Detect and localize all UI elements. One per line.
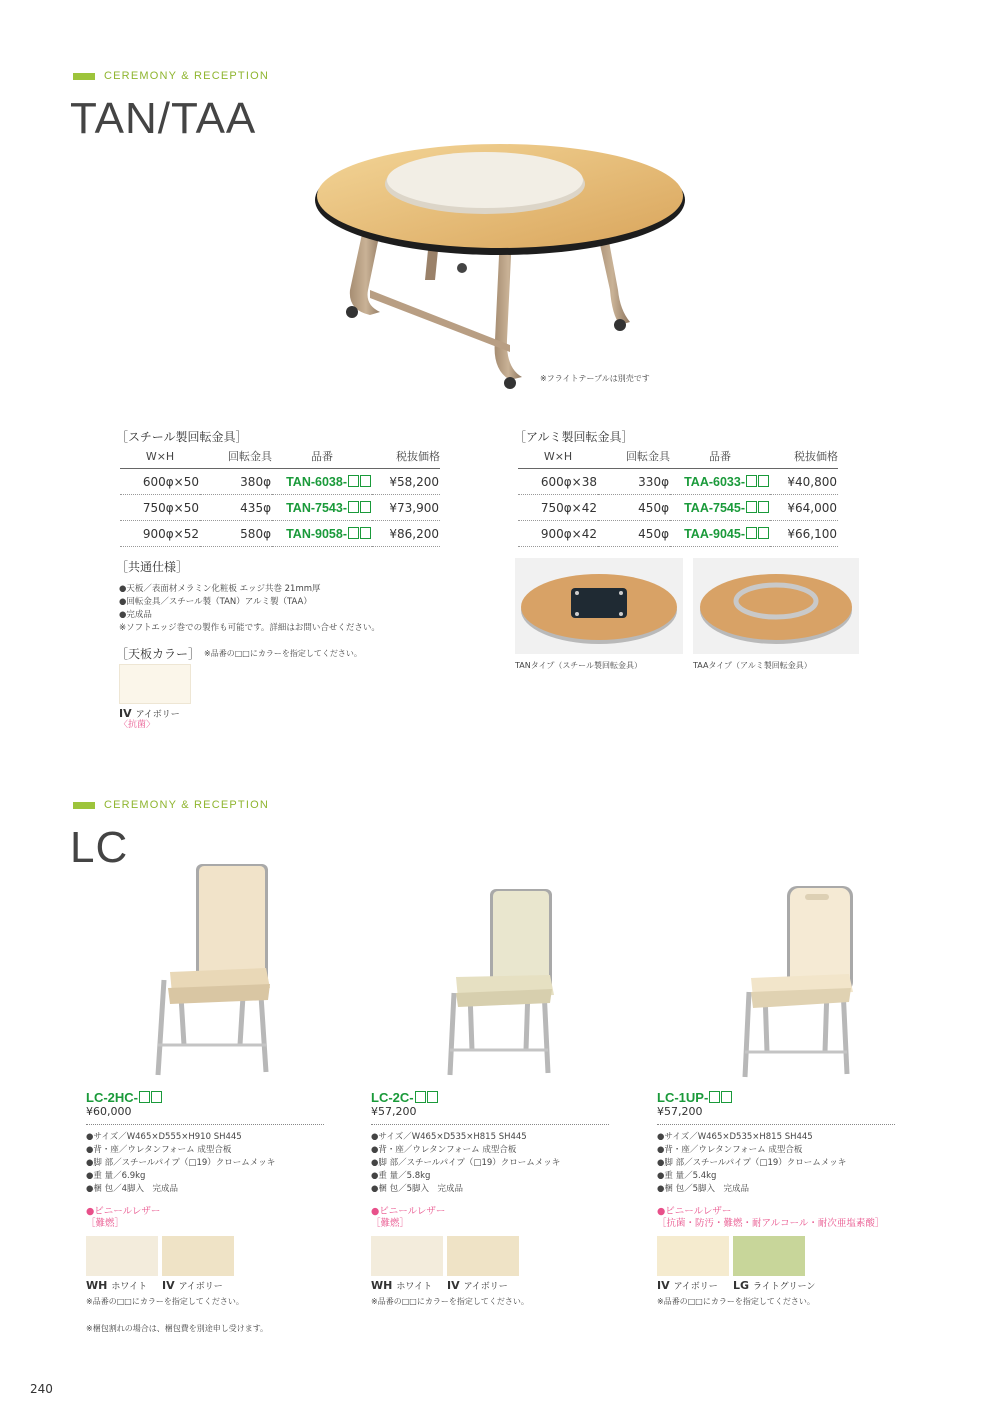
chair-lc-2c-image [440,885,560,1085]
swatch-label-row [86,1279,326,1292]
category-label: CEREMONY & RECEPTION [104,70,269,82]
col-code: 品番 [670,446,770,469]
col-fitting: 回転金具 [598,446,670,469]
swatch-sub: 〈抗菌〉 [119,720,156,730]
category-bar [73,73,95,80]
taa-caption: TAAタイプ（アルミ製回転金具） [693,661,812,670]
ivory-swatch [119,664,191,704]
chair-info-lc-1up [657,1090,907,1307]
fitting-cell: 450φ [598,521,670,547]
ivory-swatch [162,1236,234,1276]
price-cell: ¥86,200 [372,521,440,547]
swatch-label: LG ライトグリーン [733,1279,816,1292]
swatch-label: IV アイボリー [657,1279,718,1292]
size-cell: 750φ×42 [518,495,598,521]
color-note: ※品番の□□にカラーを指定してください。 [204,649,362,658]
spec-line: ●重 量／5.8kg [371,1171,431,1181]
chair-model: LC-2HC- [86,1090,326,1105]
tan-detail-image [515,558,683,654]
white-swatch [371,1236,443,1276]
chair-spec-list [371,1131,611,1196]
chair-price: ¥57,200 [371,1105,417,1118]
taa-detail-image [693,558,859,654]
color-note: ※品番の□□にカラーを指定してください。 [371,1297,529,1306]
spec-line: ●回転金具／スチール製（TAN）アルミ製（TAA） [119,597,312,607]
chair-price: ¥60,000 [86,1105,132,1118]
table-row [518,521,838,547]
spec-line: ●背・座／ウレタンフォーム 成型合板 [657,1145,803,1155]
spec-line: ●重 量／5.4kg [657,1171,717,1181]
size-cell: 600φ×38 [518,469,598,495]
fitting-cell: 435φ [200,495,272,521]
common-spec-list [119,583,399,635]
spec-line: ●重 量／6.9kg [86,1171,146,1181]
price-cell: ¥66,100 [770,521,838,547]
divider [371,1124,609,1125]
swatch-row [371,1236,611,1276]
page-number: 240 [30,1382,53,1396]
alum-heading: ［アルミ製回転金具］ [514,430,634,444]
chair-spec-list [657,1131,907,1196]
table-header-row [120,446,440,469]
chair-info-lc-2c [371,1090,611,1307]
size-cell: 900φ×42 [518,521,598,547]
fitting-cell: 580φ [200,521,272,547]
swatch-label: WH ホワイト [371,1279,433,1292]
table-row [120,521,440,547]
spec-line: ●脚 部／スチールパイプ（□19）クロームメッキ [371,1158,561,1168]
size-cell: 750φ×50 [120,495,200,521]
swatch-label: IV アイボリー [447,1279,508,1292]
size-cell: 900φ×52 [120,521,200,547]
spec-line: ●梱 包／4脚入 完成品 [86,1184,179,1194]
code-cell: TAA-7545- [670,495,770,521]
color-note: ※品番の□□にカラーを指定してください。 [657,1297,815,1306]
spec-line: ●サイズ／W465×D535×H815 SH445 [371,1132,527,1142]
swatch-label-row [371,1279,611,1292]
common-heading: ［共通仕様］ [116,560,189,574]
material-label: ●ビニールレザー [657,1206,732,1217]
table-row [120,495,440,521]
packing-note: ※梱包割れの場合は、梱包費を別途申し受けます。 [86,1324,269,1333]
size-cell: 600φ×50 [120,469,200,495]
price-cell: ¥64,000 [770,495,838,521]
swatch-row [657,1236,907,1276]
spec-line: ●完成品 [119,610,152,620]
swatch-label: IV アイボリー [119,707,180,720]
ivory-swatch [657,1236,729,1276]
material-sub: ［難燃］ [371,1218,410,1229]
code-cell: TAA-9045- [670,521,770,547]
divider [657,1124,895,1125]
spec-line: ●背・座／ウレタンフォーム 成型合板 [371,1145,517,1155]
light-green-swatch [733,1236,805,1276]
category-bar [73,802,95,809]
material-sub: ［抗菌・防汚・難燃・耐アルコール・耐次亜塩素酸］ [657,1218,885,1229]
code-cell: TAN-6038- [272,469,372,495]
spec-line: ●梱 包／5脚入 完成品 [371,1184,464,1194]
swatch-row [86,1236,326,1276]
price-cell: ¥73,900 [372,495,440,521]
swatch-label: IV アイボリー [162,1279,223,1292]
chair-model: LC-2C- [371,1090,611,1105]
fitting-cell: 330φ [598,469,670,495]
price-cell: ¥58,200 [372,469,440,495]
table-row [518,495,838,521]
chair-model: LC-1UP- [657,1090,907,1105]
chair-info-lc-2hc [86,1090,326,1334]
material-label: ●ビニールレザー [86,1206,161,1217]
chair-lc-2hc-image [150,860,280,1085]
ivory-swatch [447,1236,519,1276]
col-code: 品番 [272,446,372,469]
spec-line: ●脚 部／スチールパイプ（□19）クロームメッキ [86,1158,276,1168]
category-label: CEREMONY & RECEPTION [104,799,269,811]
spec-line: ●天板／表面材メラミン化粧板 エッジ共巻 21mm厚 [119,584,321,594]
swatch-label-row [657,1279,907,1292]
spec-line: ●背・座／ウレタンフォーム 成型合板 [86,1145,232,1155]
col-fitting: 回転金具 [200,446,272,469]
spec-line: ●梱 包／5脚入 完成品 [657,1184,750,1194]
spec-line: ●脚 部／スチールパイプ（□19）クロームメッキ [657,1158,847,1168]
code-cell: TAA-6033- [670,469,770,495]
col-price: 税抜価格 [770,446,838,469]
spec-line: ●サイズ／W465×D535×H815 SH445 [657,1132,813,1142]
price-cell: ¥40,800 [770,469,838,495]
chair-price: ¥57,200 [657,1105,703,1118]
table-row [518,469,838,495]
fitting-cell: 380φ [200,469,272,495]
alum-spec-table [518,446,838,547]
white-swatch [86,1236,158,1276]
divider [86,1124,324,1125]
color-note: ※品番の□□にカラーを指定してください。 [86,1297,244,1306]
fitting-cell: 450φ [598,495,670,521]
round-table-image [310,140,690,395]
col-price: 税抜価格 [372,446,440,469]
section-title: LC [70,823,129,872]
chair-lc-1up-image [735,882,860,1087]
table-header-row [518,446,838,469]
chair-spec-list [86,1131,326,1196]
tan-caption: TANタイプ（スチール製回転金具） [515,661,643,670]
material-label: ●ビニールレザー [371,1206,446,1217]
table-row [120,469,440,495]
swatch-label: WH ホワイト [86,1279,148,1292]
code-cell: TAN-7543- [272,495,372,521]
steel-spec-table [120,446,440,547]
steel-heading: ［スチール製回転金具］ [116,430,248,444]
material-sub: ［難燃］ [86,1218,125,1229]
spec-line: ※ソフトエッジ巻での製作も可能です。詳細はお問い合せください。 [119,623,380,633]
page-title: TAN/TAA [70,94,257,143]
col-size: W×H [518,446,598,469]
spec-line: ●サイズ／W465×D555×H910 SH445 [86,1132,242,1142]
image-note: ※フライトテーブルは別売です [540,374,650,383]
code-cell: TAN-9058- [272,521,372,547]
col-size: W×H [120,446,200,469]
color-heading: ［天板カラー］ [116,647,201,661]
